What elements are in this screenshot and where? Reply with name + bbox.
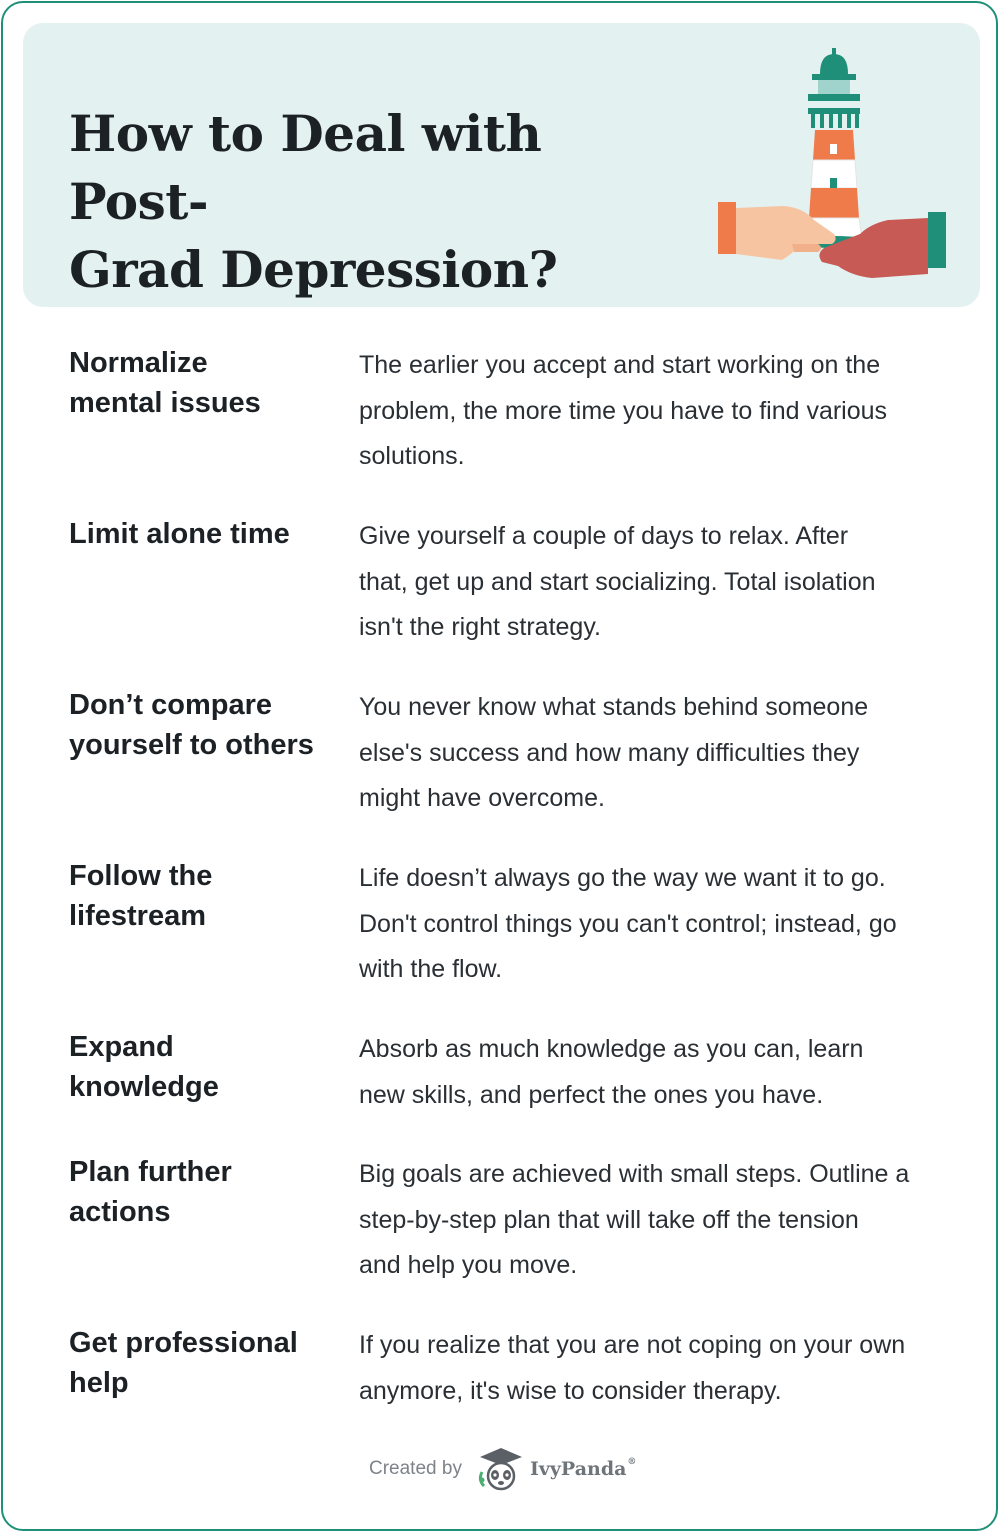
tip-heading: Get professional help [69,1327,298,1399]
tip-description: Absorb as much knowledge as you can, learn new skills, and perfect the ones you have. [359,1035,864,1109]
page-title [69,100,689,304]
tip-heading: Don’t compare yourself to others [69,689,314,761]
tip-heading: Plan further actions [69,1156,232,1228]
brand-name: IvyPanda® [529,1456,637,1480]
tip-heading: Normalize mental issues [69,347,261,419]
tip-description: Big goals are achieved with small steps. Outline a step-by-step plan that will take off the tension and help you move. [359,1160,910,1279]
tip-heading: Limit alone time [69,518,290,550]
tip-description: You never know what stands behind someone else's success and how many difficulties they might have overcome. [359,693,869,812]
tip-description: The earlier you accept and start working on the problem, the more time you have to find various solutions. [359,351,888,470]
tip-description: Life doesn’t always go the way we want it to go. Don't control things you can't control; instead, go with the flow. [359,864,897,983]
ivypanda-logo-icon [476,1446,526,1492]
created-by-label: Created by [369,1458,462,1479]
footer-credit [369,1446,636,1492]
tip-heading: Follow the lifestream [69,860,213,932]
title-line-2: Grad Depression? [69,240,558,299]
tip-description: If you realize that you are not coping on your own anymore, it's wise to consider therapy. [359,1331,906,1405]
tip-heading: Expand knowledge [69,1031,219,1103]
title-line-1: How to Deal with Post- [69,104,542,231]
lighthouse-in-hands-icon [712,48,952,284]
registered-mark: ® [627,1456,637,1467]
tip-description: Give yourself a couple of days to relax. After that, get up and start socializing. Total isolation isn't the right strategy. [359,522,876,641]
